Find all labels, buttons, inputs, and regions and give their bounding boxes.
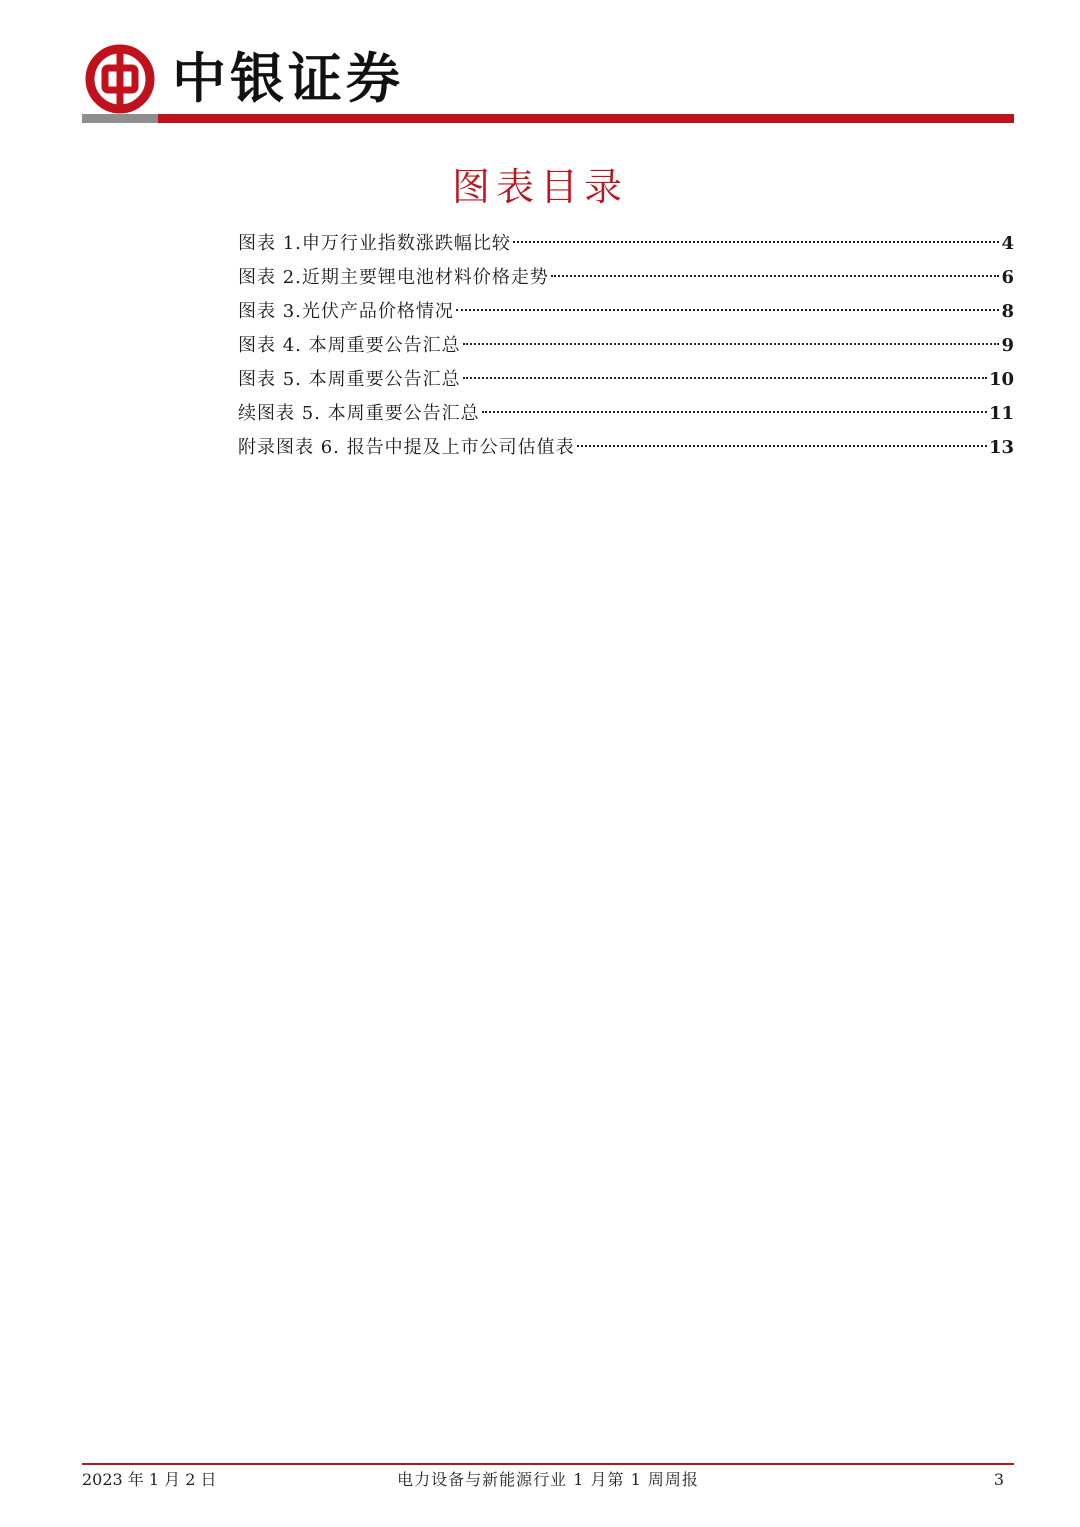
footer-report-title: 电力设备与新能源行业 1 月第 1 周周报 (397, 1470, 699, 1489)
dot-leader (456, 309, 1000, 311)
header-rule-red-segment (158, 114, 1014, 123)
toc-entry-label: 图表 4. 本周重要公告汇总 (238, 335, 461, 356)
toc-entry-label: 续图表 5. 本周重要公告汇总 (238, 403, 480, 424)
toc-entry-page-number: 4 (1001, 233, 1014, 254)
toc-entry-figure-5[interactable] (238, 363, 1014, 397)
dot-leader (551, 275, 1000, 277)
toc-entry-figure-2[interactable] (238, 261, 1014, 295)
footer-page-number: 3 (993, 1470, 1004, 1489)
dot-leader (482, 411, 987, 413)
bank-of-china-logo-icon (85, 44, 155, 114)
toc-entry-figure-1[interactable] (238, 227, 1014, 261)
footer-date: 2023 年 1 月 2 日 (82, 1470, 217, 1489)
toc-entry-figure-3[interactable] (238, 295, 1014, 329)
toc-entry-figure-4[interactable] (238, 329, 1014, 363)
toc-entry-label: 图表 1.申万行业指数涨跌幅比较 (238, 233, 511, 254)
dot-leader (463, 343, 1000, 345)
toc-entry-page-number: 11 (988, 403, 1014, 424)
toc-entry-appendix-figure-6[interactable] (238, 431, 1014, 465)
footer-rule (82, 1463, 1014, 1465)
toc-entry-page-number: 9 (1001, 335, 1014, 356)
dot-leader (577, 445, 987, 447)
toc-entry-label: 图表 5. 本周重要公告汇总 (238, 369, 461, 390)
toc-entry-figure-5-continued[interactable] (238, 397, 1014, 431)
toc-entry-label: 图表 3.光伏产品价格情况 (238, 301, 454, 322)
table-of-figures (238, 227, 1014, 465)
dot-leader (463, 377, 987, 379)
toc-entry-label: 附录图表 6. 报告中提及上市公司估值表 (238, 437, 575, 458)
header-rule (82, 114, 1014, 123)
toc-entry-page-number: 10 (988, 369, 1014, 390)
page-footer (82, 1468, 1014, 1492)
dot-leader (513, 241, 1000, 243)
toc-title: 图表目录 (451, 165, 628, 209)
toc-entry-label: 图表 2.近期主要锂电池材料价格走势 (238, 267, 549, 288)
brand-name: 中银证券 (172, 47, 404, 110)
header-rule-grey-segment (82, 114, 158, 123)
toc-entry-page-number: 6 (1001, 267, 1014, 288)
toc-entry-page-number: 13 (988, 437, 1014, 458)
toc-entry-page-number: 8 (1001, 301, 1014, 322)
